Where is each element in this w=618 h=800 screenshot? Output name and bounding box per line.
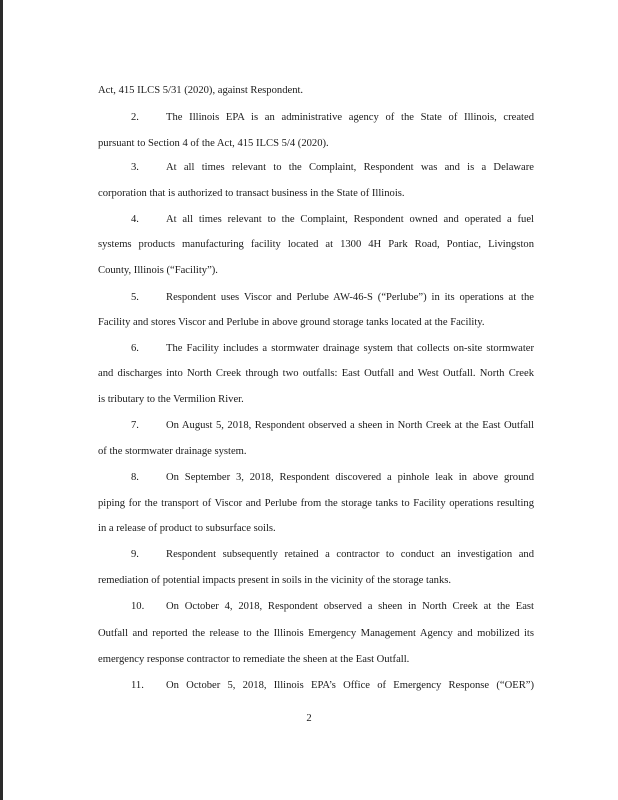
paragraph-7-first-line: On August 5, 2018, Respondent observed a sheen in North Creek at the East Outfall xyxy=(166,420,534,431)
paragraph-6-line: and discharges into North Creek through two outfalls: East Outfall and West Outfall. North Creek xyxy=(98,368,534,379)
paragraph-9-line: remediation of potential impacts present in soils in the vicinity of the storage tanks. xyxy=(98,575,452,586)
paragraph-8-first-line: On September 3, 2018, Respondent discovered a pinhole leak in above ground xyxy=(166,472,534,483)
paragraph-3-number: 3. xyxy=(131,162,139,173)
paragraph-6-line: is tributary to the Vermilion River. xyxy=(98,394,244,405)
paragraph-5-line: Facility and stores Viscor and Perlube in above ground storage tanks located at the Facility. xyxy=(98,317,485,328)
paragraph-10-line: emergency response contractor to remediate the sheen at the East Outfall. xyxy=(98,654,410,665)
paragraph-10-number: 10. xyxy=(131,601,145,612)
paragraph-2-number: 2. xyxy=(131,112,139,123)
paragraph-2-first-line: The Illinois EPA is an administrative agency of the State of Illinois, created xyxy=(166,112,534,123)
paragraph-11-number: 11. xyxy=(131,680,144,691)
scan-edge xyxy=(0,0,3,800)
paragraph-7-number: 7. xyxy=(131,420,139,431)
paragraph-10-first-line: On October 4, 2018, Respondent observed a sheen in North Creek at the East xyxy=(166,601,534,612)
opening-line: Act, 415 ILCS 5/31 (2020), against Respondent. xyxy=(98,85,304,96)
page-number: 2 xyxy=(306,713,312,724)
paragraph-10-line: Outfall and reported the release to the Illinois Emergency Management Agency and mobilized its xyxy=(98,628,534,639)
paragraph-6-first-line: The Facility includes a stormwater drainage system that collects on-site stormwater xyxy=(166,343,534,354)
paragraph-4-line: County, Illinois (“Facility”). xyxy=(98,265,218,276)
paragraph-6-number: 6. xyxy=(131,343,139,354)
paragraph-4-first-line: At all times relevant to the Complaint, Respondent owned and operated a fuel xyxy=(166,214,534,225)
paragraph-7-line: of the stormwater drainage system. xyxy=(98,446,247,457)
paragraph-5-first-line: Respondent uses Viscor and Perlube AW-46-S (“Perlube”) in its operations at the xyxy=(166,292,534,303)
paragraph-9-first-line: Respondent subsequently retained a contractor to conduct an investigation and xyxy=(166,549,534,560)
paragraph-5-number: 5. xyxy=(131,292,139,303)
paragraph-3-first-line: At all times relevant to the Complaint, Respondent was and is a Delaware xyxy=(166,162,534,173)
paragraph-9-number: 9. xyxy=(131,549,139,560)
paragraph-2-line: pursuant to Section 4 of the Act, 415 ILCS 5/4 (2020). xyxy=(98,138,329,149)
paragraph-4-number: 4. xyxy=(131,214,139,225)
paragraph-8-line: piping for the transport of Viscor and Perlube from the storage tanks to Facility operations resulting xyxy=(98,498,534,509)
paragraph-8-line: in a release of product to subsurface soils. xyxy=(98,523,276,534)
paragraph-4-line: systems products manufacturing facility located at 1300 4H Park Road, Pontiac, Livingston xyxy=(98,239,534,250)
paragraph-11-first-line: On October 5, 2018, Illinois EPA’s Office of Emergency Response (“OER”) xyxy=(166,680,534,691)
paragraph-3-line: corporation that is authorized to transact business in the State of Illinois. xyxy=(98,188,405,199)
paragraph-8-number: 8. xyxy=(131,472,139,483)
